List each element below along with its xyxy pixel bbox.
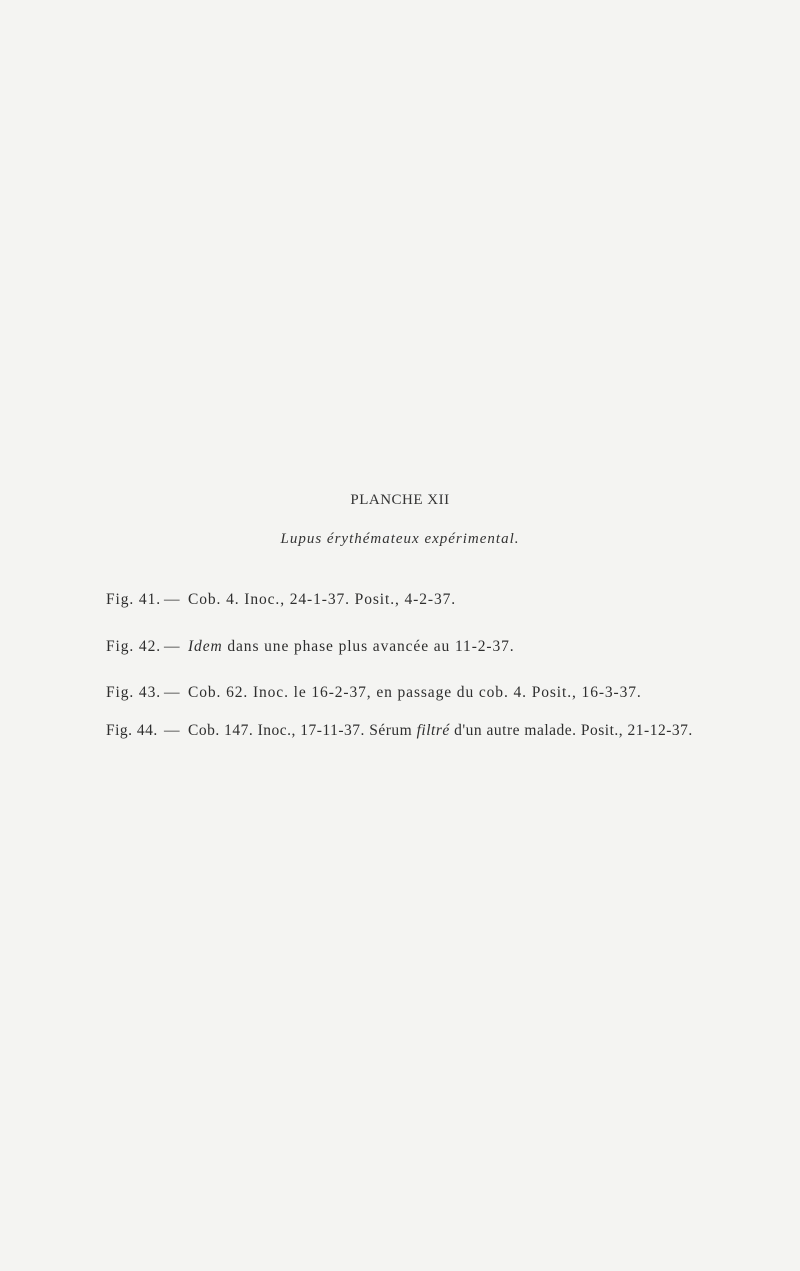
figure-number: Fig. 42. — [106, 638, 162, 655]
caption-dash: — — [164, 722, 180, 739]
caption-text: dans une phase plus avancée au 11-2-37. — [222, 638, 515, 655]
figure-number: Fig. 41. — [106, 591, 162, 608]
plate-subtitle: Lupus érythémateux expérimental. — [280, 531, 520, 547]
caption-dash: — — [164, 591, 181, 608]
caption-text: Cob. 4. Inoc., 24-1-37. Posit., 4-2-37. — [188, 591, 457, 608]
caption-fig-43 — [106, 684, 642, 702]
caption-text: Cob. 147. Inoc., 17-11-37. Sérum — [188, 722, 417, 739]
caption-dash: — — [164, 638, 181, 655]
caption-italic-text: filtré — [416, 722, 450, 739]
caption-fig-42 — [106, 638, 515, 656]
caption-fig-44 — [106, 722, 693, 740]
figure-number: Fig. 43. — [106, 684, 162, 701]
caption-text: Cob. 62. Inoc. le 16-2-37, en passage du cob. 4. Posit., 16-3-37. — [188, 684, 642, 701]
caption-dash: — — [164, 684, 181, 701]
caption-text-end: d'un autre malade. Posit., 21-12-37. — [449, 722, 693, 739]
figure-number: Fig. 44. — [106, 722, 158, 739]
plate-title: PLANCHE XII — [350, 492, 450, 508]
caption-italic-text: Idem — [188, 638, 223, 655]
caption-fig-41 — [106, 591, 456, 609]
